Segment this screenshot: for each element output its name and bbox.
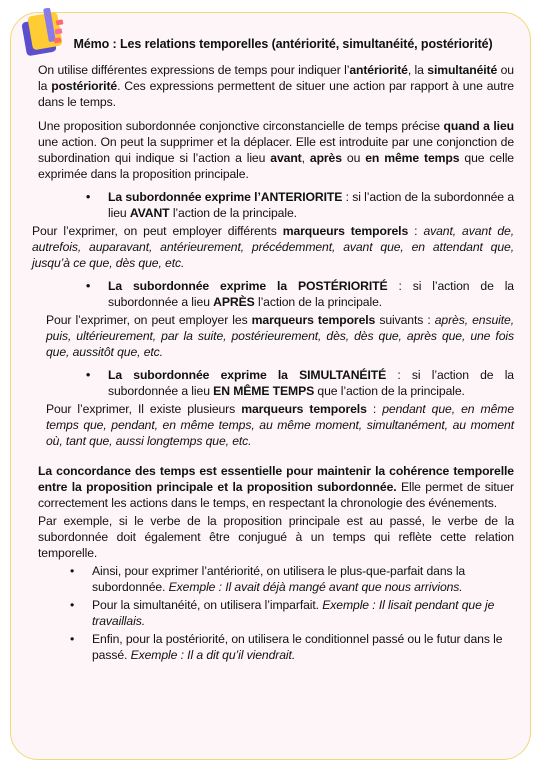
rule-text: [92, 563, 514, 595]
keyword: quand a lieu: [443, 119, 514, 133]
text: Pour l’exprimer, on peut employer différents: [32, 224, 283, 238]
rule-item: [70, 631, 514, 663]
memo-content: [32, 36, 515, 663]
posteriorite-markers: [46, 312, 514, 360]
text: Ainsi, pour exprimer l’antériorité, on utilisera le plus-que-parfait dans la subordonnée.: [92, 564, 466, 594]
text: . Ces expressions permettent de situer une action par rapport à une autre dans le temps.: [38, 79, 514, 109]
rule-item: [70, 563, 514, 595]
keyword: La subordonnée exprime la POSTÉRIORITÉ: [108, 279, 388, 293]
bullet-icon: •: [86, 368, 91, 382]
example: Exemple : Il a dit qu’il viendrait.: [130, 648, 296, 662]
rule-text: [92, 631, 514, 663]
bullet-text: [108, 189, 514, 221]
concordance-example: Par exemple, si le verbe de la proposition principale est au passé, le verbe de la subordonnée doit également être conjugué à un temps qui reflète cette relation temporelle.: [38, 514, 514, 560]
text: , la: [407, 63, 428, 77]
text: Elle permet de situer correctement les actions dans le temps, en respectant la chronologie des événements.: [38, 480, 514, 510]
text: : si l’action de la subordonnée a lieu: [108, 279, 514, 309]
text: que celle exprimée dans la proposition principale.: [38, 151, 514, 181]
markers-list: après, ensuite, puis, ultérieurement, par la suite, postérieurement, dès, dès que, après que, une fois que, aussitôt que, etc.: [46, 313, 514, 359]
markers-list: pendant que, en même temps que, pendant, en même temps, au même moment, simultanément, au moment où, tant que, aussi longtemps que, etc.: [46, 402, 514, 448]
keyword: marqueurs temporels: [282, 224, 409, 238]
bullet-icon: •: [86, 279, 91, 293]
keyword: La subordonnée exprime l’ANTERIORITE: [108, 190, 343, 204]
keyword: AVANT: [129, 206, 170, 220]
keyword: après: [309, 151, 342, 165]
text: Pour l’exprimer, on peut employer les: [46, 313, 252, 327]
bullet-icon: •: [86, 190, 91, 204]
bullet-text: [108, 367, 514, 399]
text: que l’action de la principale.: [314, 384, 465, 398]
markers-list: avant, avant de, autrefois, auparavant, antérieurement, précédemment, avant que, en attendant que, jusqu’à ce que, dès que, etc.: [32, 224, 515, 270]
intro-paragraph: [38, 62, 514, 110]
text: suivants :: [375, 313, 435, 327]
anteriorite-bullet: [86, 189, 514, 221]
keyword: antériorité: [349, 63, 408, 77]
memo-title: Mémo : Les relations temporelles (antériorité, simultanéité, postériorité): [73, 37, 493, 51]
bullet-text: [108, 278, 514, 310]
subordinate-paragraph: [38, 118, 514, 182]
keyword: marqueurs temporels: [241, 402, 367, 416]
text: l’action de la principale.: [169, 206, 297, 220]
rule-item: [70, 597, 514, 629]
rule-text: [92, 597, 514, 629]
keyword: en même temps: [365, 151, 460, 165]
text: Pour l’exprimer, Il existe plusieurs: [46, 402, 242, 416]
text: Une proposition subordonnée conjonctive circonstancielle de temps précise: [38, 119, 444, 133]
text: ou: [341, 151, 366, 165]
bullet-icon: •: [70, 564, 75, 578]
simultaneite-markers: [46, 401, 514, 449]
example: Exemple : Il avait déjà mangé avant que nous arrivions.: [168, 580, 463, 594]
bullet-icon: •: [70, 632, 75, 646]
text: : si l’action de la subordonnée a lieu: [108, 190, 515, 220]
keyword: La concordance des temps est essentielle pour maintenir la cohérence temporelle entre la proposition principale et la proposition subordonnée.: [38, 464, 514, 494]
anteriorite-markers: [32, 223, 514, 271]
text: l’action de la principale.: [254, 295, 383, 309]
text: ,: [301, 151, 310, 165]
example: Exemple : Il lisait pendant que je travaillais.: [92, 598, 495, 628]
text: Pour la simultanéité, on utilisera l’imparfait.: [92, 598, 323, 612]
keyword: La subordonnée exprime la SIMULTANÉITÉ: [108, 368, 387, 382]
concordance-paragraph: [38, 463, 514, 511]
simultaneite-bullet: [86, 367, 514, 399]
text: : si l’action de la subordonnée a lieu: [108, 368, 514, 398]
text: une action. On peut la supprimer et la déplacer. Elle est introduite par une conjonction de subordination qui indique si l’action a lieu: [38, 135, 514, 165]
keyword: marqueurs temporels: [251, 313, 376, 327]
text: :: [408, 224, 424, 238]
keyword: simultanéité: [427, 63, 498, 77]
keyword: EN MÊME TEMPS: [213, 384, 315, 398]
spacer: [38, 449, 514, 463]
keyword: APRÈS: [213, 295, 255, 309]
keyword: postériorité: [51, 79, 118, 93]
text: On utilise différentes expressions de temps pour indiquer l’: [38, 63, 350, 77]
bullet-icon: •: [70, 598, 75, 612]
text: ou la: [38, 63, 514, 93]
text: :: [366, 402, 383, 416]
keyword: avant: [270, 151, 302, 165]
text: Enfin, pour la postériorité, on utilisera le conditionnel passé ou le futur dans le passé.: [92, 632, 503, 662]
posteriorite-bullet: [86, 278, 514, 310]
